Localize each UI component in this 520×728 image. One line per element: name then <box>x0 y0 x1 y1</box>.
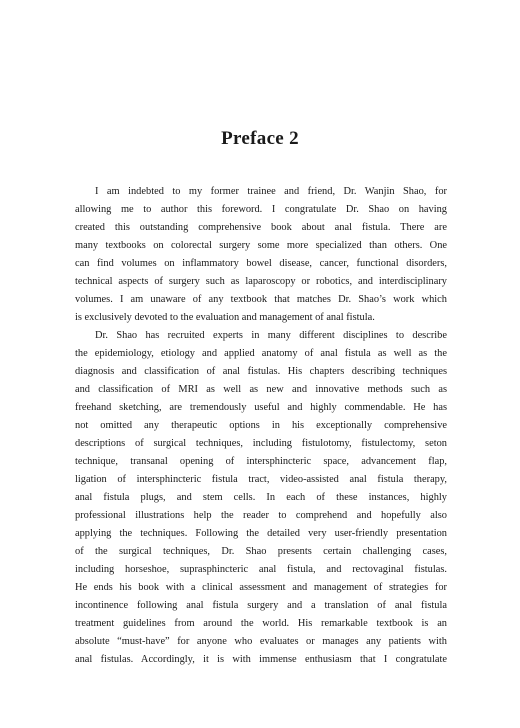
text-line: treatment guidelines from around the world. His remarkable textbook is an <box>75 618 447 629</box>
text-line: volumes. I am unaware of any textbook that matches Dr. Shao’s work which <box>75 294 447 305</box>
text-line: technique, transanal opening of intersphincteric space, advancement flap, <box>75 456 447 467</box>
text-line: absolute “must-have” for anyone who evaluates or manages any patients with <box>75 636 447 647</box>
text-line: He ends his book with a clinical assessment and management of strategies for <box>75 582 447 593</box>
paragraph-2 <box>75 327 447 669</box>
text-line: incontinence following anal fistula surgery and a translation of anal fistula <box>75 600 447 611</box>
text-line: ligation of intersphincteric fistula tract, video-assisted anal fistula therapy, <box>75 474 447 485</box>
text-line: not omitted any therapeutic options in his exceptionally comprehensive <box>75 420 447 431</box>
text-line: can find volumes on inflammatory bowel disease, cancer, functional disorders, <box>75 258 447 269</box>
text-line: including horseshoe, suprasphincteric anal fistula, and rectovaginal fistulas. <box>75 564 447 575</box>
text-line: and classification of MRI as well as new and innovative methods such as <box>75 384 447 395</box>
text-line: professional illustrations help the reader to comprehend and hopefully also <box>75 510 447 521</box>
text-line: anal fistula plugs, and stem cells. In each of these instances, highly <box>75 492 447 503</box>
paragraph-1 <box>75 183 447 327</box>
text-line: created this outstanding comprehensive book about anal fistula. There are <box>75 222 447 233</box>
text-line: I am indebted to my former trainee and friend, Dr. Wanjin Shao, for <box>95 186 447 197</box>
text-line: diagnosis and classification of anal fistulas. His chapters describing techniques <box>75 366 447 377</box>
text-line: applying the techniques. Following the detailed very user-friendly presentation <box>75 528 447 539</box>
text-line: anal fistulas. Accordingly, it is with immense enthusiasm that I congratulate <box>75 654 447 665</box>
page-title: Preface 2 <box>221 128 299 149</box>
text-line: many textbooks on colorectal surgery some more specialized than others. One <box>75 240 447 251</box>
text-line: allowing me to author this foreword. I congratulate Dr. Shao on having <box>75 204 447 215</box>
text-line: is exclusively devoted to the evaluation and management of anal fistula. <box>75 312 375 323</box>
text-line: of the surgical techniques, Dr. Shao presents certain challenging cases, <box>75 546 447 557</box>
preface-body <box>75 183 447 669</box>
text-line: Dr. Shao has recruited experts in many different disciplines to describe <box>95 330 447 341</box>
text-line: freehand sketching, are tremendously useful and highly commendable. He has <box>75 402 447 413</box>
text-line: descriptions of surgical techniques, including fistulotomy, fistulectomy, seton <box>75 438 447 449</box>
text-line: the epidemiology, etiology and applied anatomy of anal fistula as well as the <box>75 348 447 359</box>
text-line: technical aspects of surgery such as laparoscopy or robotics, and interdisciplinary <box>75 276 447 287</box>
